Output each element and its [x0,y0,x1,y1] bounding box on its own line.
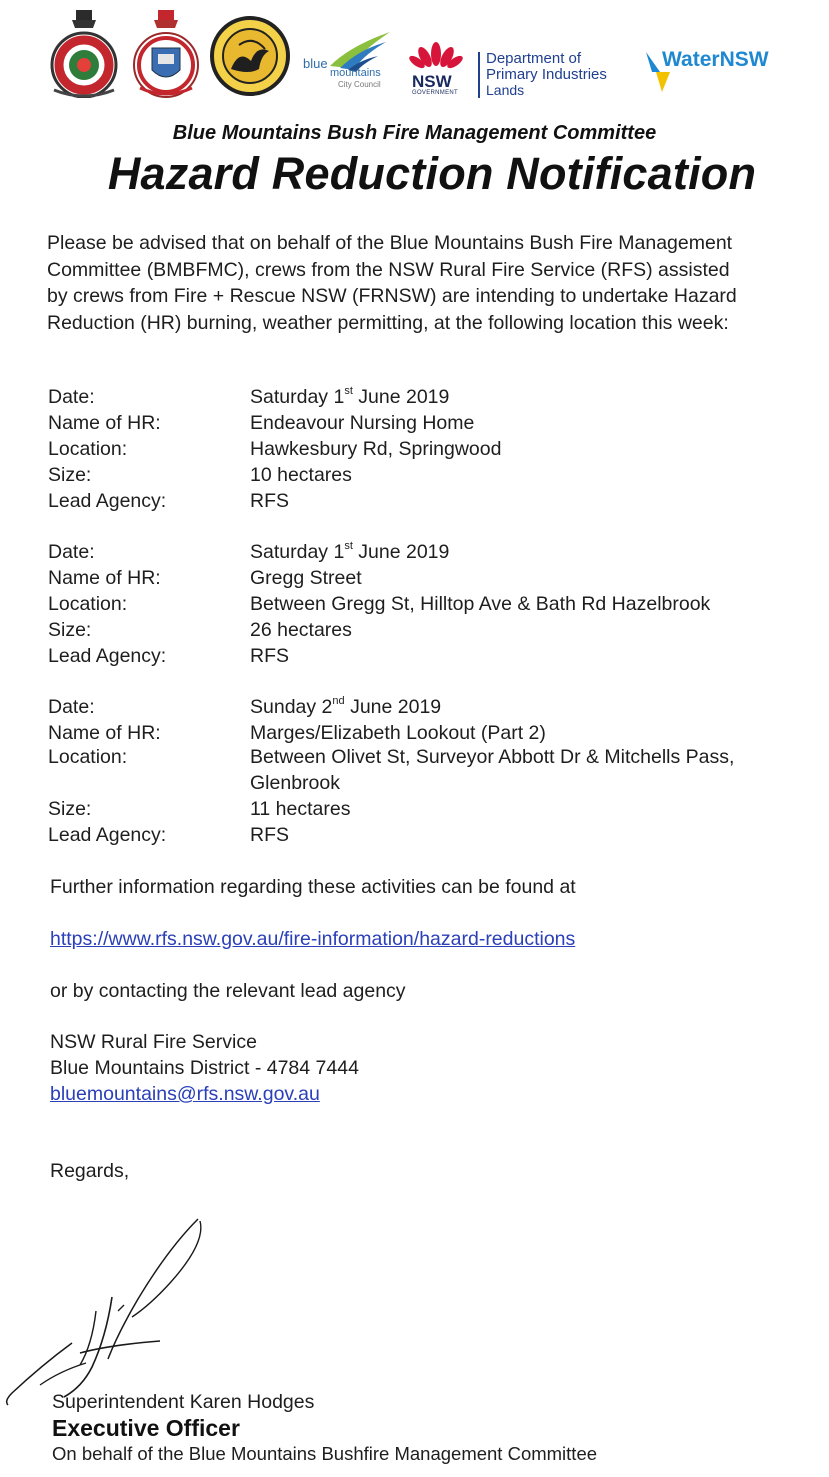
intro-line: Reduction (HR) burning, weather permitting, at the following location this week: [47,312,729,335]
location-label: Location: [48,746,128,768]
blue-mountains-council-logo [300,30,398,92]
burn-name: Marges/Elizabeth Lookout (Part 2) [250,722,546,744]
burn-size: 26 hectares [250,619,352,641]
date-label: Date: [48,386,95,408]
burn-date: Saturday 1st June 2019 [250,384,450,408]
burn-agency: RFS [250,490,289,512]
npws-logo [209,15,291,97]
agency-label: Lead Agency: [48,490,167,512]
date-label: Date: [48,696,95,718]
burn-agency: RFS [250,824,289,846]
handwritten-signature [0,1215,240,1415]
intro-line: Committee (BMBFMC), crews from the NSW Rural Fire Service (RFS) assisted [47,258,730,281]
rfs-badge-logo [46,10,122,98]
date-label: Date: [48,541,95,563]
burn-location: Hawkesbury Rd, Springwood [250,438,502,460]
size-label: Size: [48,798,92,820]
page-title: Hazard Reduction Notification [107,148,757,199]
burn-name: Endeavour Nursing Home [250,412,475,434]
intro-line: by crews from Fire + Rescue NSW (FRNSW) are intending to undertake Hazard [47,285,737,308]
contact-org: NSW Rural Fire Service [50,1031,257,1053]
contact-email-link[interactable]: bluemountains@rfs.nsw.gov.au [50,1083,320,1105]
agency-label: Lead Agency: [48,824,167,846]
burn-location: Between Gregg St, Hilltop Ave & Bath Rd Hazelbrook [250,593,711,615]
burn-agency: RFS [250,645,289,667]
burn-name: Gregg Street [250,567,362,589]
size-label: Size: [48,619,92,641]
council-logo-line3: City Council [338,80,381,89]
burn-location: Between Olivet St, Surveyor Abbott Dr & Mitchells Pass, [250,746,735,768]
burn-date: Sunday 2nd June 2019 [250,694,442,718]
dpi-divider [478,52,480,98]
council-logo-line1: blue [303,56,328,71]
contact-lead-text: or by contacting the relevant lead agency [50,980,406,1002]
waternsw-logo [644,48,778,96]
burn-size: 10 hectares [250,464,352,486]
dpi-logo-line1: Department of [486,50,582,67]
location-label: Location: [48,438,128,460]
name-label: Name of HR: [48,567,161,589]
committee-name: Blue Mountains Bush Fire Management Committee [172,122,657,144]
signatory-name: Superintendent Karen Hodges [52,1391,315,1413]
intro-paragraph [47,230,823,337]
size-label: Size: [48,464,92,486]
burn-size: 11 hectares [250,798,351,820]
waternsw-logo-text: WaterNSW [662,48,769,71]
council-logo-line2: mountains [330,67,381,79]
dpi-logo-line3: Lands [486,82,525,98]
hazard-reductions-link[interactable]: https://www.rfs.nsw.gov.au/fire-information/hazard-reductions [50,928,576,950]
frnsw-badge-logo [128,10,204,98]
nsw-logo-text: NSW [412,72,452,91]
nsw-logo-subtext: GOVERNMENT [412,90,459,96]
further-info-text: Further information regarding these activities can be found at [50,876,576,898]
signatory-role: Executive Officer [52,1415,240,1441]
burn-location-continued: Glenbrook [250,772,340,794]
nsw-government-logo [408,38,464,98]
signatory-behalf: On behalf of the Blue Mountains Bushfire Management Committee [52,1443,598,1464]
name-label: Name of HR: [48,722,161,744]
agency-label: Lead Agency: [48,645,167,667]
contact-district: Blue Mountains District - 4784 7444 [50,1057,359,1079]
name-label: Name of HR: [48,412,161,434]
location-label: Location: [48,593,128,615]
regards-text: Regards, [50,1160,130,1182]
burn-date: Saturday 1st June 2019 [250,539,450,563]
dpi-lands-logo [478,50,628,100]
intro-line: Please be advised that on behalf of the Blue Mountains Bush Fire Management [47,232,733,254]
dpi-logo-line2: Primary Industries [486,66,607,83]
